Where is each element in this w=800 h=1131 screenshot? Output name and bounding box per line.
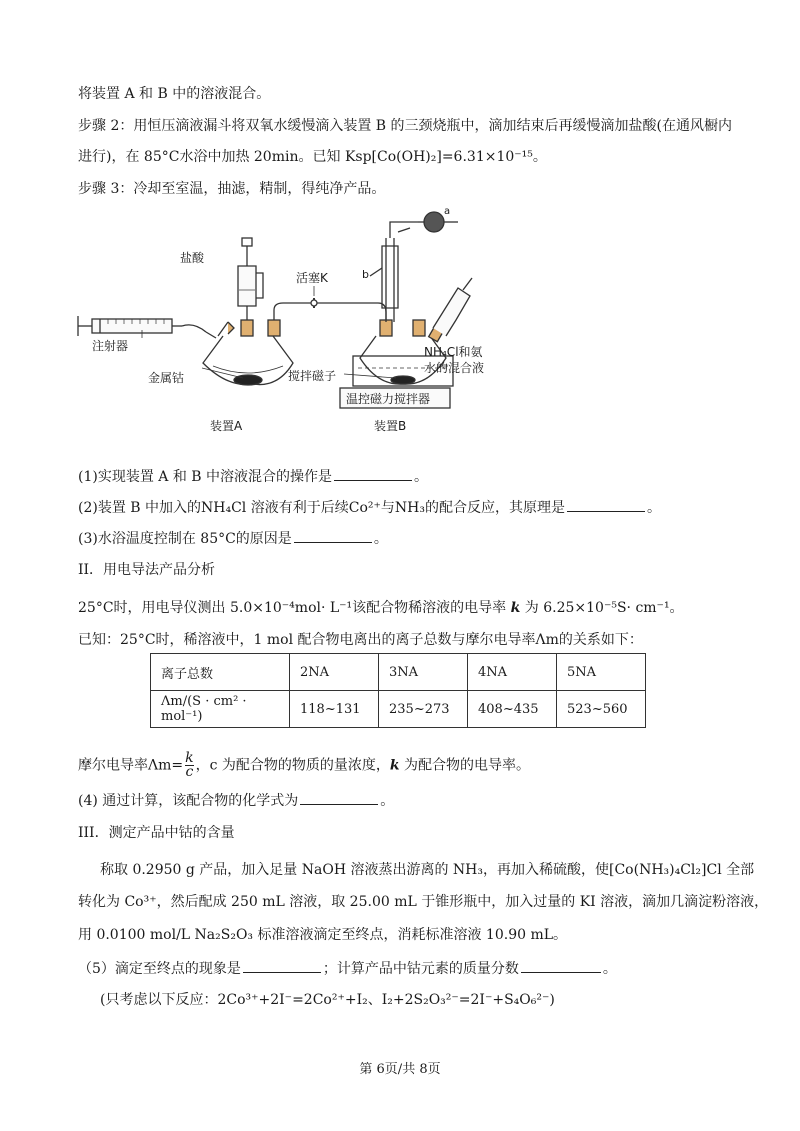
table-header-cell: 2NA [290, 654, 379, 691]
text-line-step2: 步骤 2：用恒压滴液漏斗将双氧水缓慢滴入装置 B 的三颈烧瓶中，滴加结束后再缓慢滴加盐酸(在通风橱内 [78, 118, 733, 134]
table-row2-label: Λm/(S · cm² · mol⁻¹) [151, 691, 290, 728]
formula-suffix-a: ，c 为配合物的物质的量浓度， [195, 757, 390, 774]
text-line-1: 将装置 A 和 B 中的溶液混合。 [78, 86, 271, 102]
answer-blank-5b[interactable] [521, 958, 601, 973]
answer-blank-1[interactable] [334, 466, 412, 481]
question-4-end: 。 [380, 793, 395, 809]
step2-cont-text: 进行)，在 85°C水浴中加热 20min。已知 [78, 149, 345, 165]
table-header-cell: 3NA [379, 654, 468, 691]
table-row [151, 654, 646, 691]
reaction-note: (只考虑以下反应：2Co³⁺+2I⁻=2Co²⁺+I₂、I₂+2S₂O₃²⁻=2I⁻+S₄O₆²⁻) [100, 992, 555, 1008]
question-2-end: 。 [646, 500, 661, 516]
table-value-cell: 523~560 [557, 691, 646, 728]
question-1 [78, 466, 428, 487]
molar-conductivity-formula [78, 752, 530, 779]
table-row1-label: 离子总数 [151, 654, 290, 691]
condenser-shape [370, 212, 458, 322]
formula-suffix-b: 为配合物的电导率。 [399, 757, 531, 774]
text-line-step2-cont [78, 147, 547, 167]
conductivity-table [150, 653, 646, 728]
table-value-cell: 118~131 [290, 691, 379, 728]
formula-k: k [389, 757, 400, 774]
answer-blank-5a[interactable] [243, 958, 321, 973]
question-4 [78, 790, 394, 811]
table-value-cell: 408~435 [468, 691, 557, 728]
connecting-tube-shape [274, 298, 386, 322]
label-a: a [444, 206, 451, 217]
label-stirrer: 温控磁力搅拌器 [346, 392, 431, 406]
question-2 [78, 497, 661, 518]
label-b: b [362, 268, 369, 281]
apparatus-diagram [78, 198, 485, 438]
section-3-para-2: 转化为 Co³⁺，然后配成 250 mL 溶液，取 25.00 mL 于锥形瓶中，加入过量的 KI 溶液，滴加几滴淀粉溶液， [78, 894, 769, 910]
formula-fraction [185, 752, 193, 779]
label-mixture-2: 水的混合液 [424, 361, 485, 375]
question-5 [78, 958, 617, 979]
section-2-para-2: 已知：25°C时，稀溶液中，1 mol 配合物电离出的离子总数与摩尔电导率Λm的关系如下： [78, 632, 643, 648]
formula-numerator: k [185, 750, 194, 766]
table-header-cell: 4NA [468, 654, 557, 691]
section-2-para-1 [78, 598, 684, 618]
question-3 [78, 528, 388, 549]
question-3-end: 。 [373, 531, 388, 547]
section-2-para-1b: 为 6.25×10⁻⁵S· cm⁻¹。 [520, 600, 684, 616]
section-2-para-1a: 25°C时，用电导仪测出 5.0×10⁻⁴mol· L⁻¹该配合物稀溶液的电导率 [78, 600, 511, 616]
dropping-funnel-shape [238, 238, 263, 320]
label-hcl: 盐酸 [180, 251, 205, 265]
caption-apparatus-b: 装置B [374, 419, 407, 433]
question-5-end: 。 [602, 961, 617, 977]
flask-a-shape [203, 320, 293, 385]
caption-apparatus-a: 装置A [210, 419, 243, 433]
label-mixture-1: NH₄Cl和氨 [424, 345, 483, 359]
section-2-k: k [510, 600, 521, 616]
question-1-text: (1)实现装置 A 和 B 中溶液混合的操作是 [78, 469, 333, 485]
text-line-step3: 步骤 3：冷却至室温，抽滤，精制，得纯净产品。 [78, 181, 386, 197]
section-3-heading: III．测定产品中钴的含量 [78, 825, 235, 841]
label-cobalt: 金属钴 [148, 371, 185, 385]
side-funnel-shape [433, 278, 472, 336]
label-syringe: 注射器 [92, 339, 129, 353]
formula-lambda: Λm= [148, 757, 184, 774]
section-3-para-1: 称取 0.2950 g 产品，加入足量 NaOH 溶液蒸出游离的 NH₃，再加入稀硫酸，使[Co(NH₃)₄Cl₂]Cl 全部 [100, 862, 755, 878]
label-stir-bar: 搅拌磁子 [288, 369, 337, 383]
question-2-text: (2)装置 B 中加入的NH₄Cl 溶液有利于后续Co²⁺与NH₃的配合反应，其原理是 [78, 500, 565, 516]
formula-denominator: c [185, 764, 194, 780]
question-1-end: 。 [414, 469, 429, 485]
question-3-text: (3)水浴温度控制在 85°C的原因是 [78, 531, 292, 547]
ksp-text: Ksp[Co(OH)₂]=6.31×10⁻¹⁵。 [344, 149, 547, 165]
question-5-text-a: （5）滴定至终点的现象是 [78, 961, 241, 977]
question-4-text: (4) 通过计算，该配合物的化学式为 [78, 793, 299, 809]
label-valve-k: 活塞K [296, 271, 328, 285]
question-5-text-b: ；计算产品中钴元素的质量分数 [322, 961, 519, 977]
table-header-cell: 5NA [557, 654, 646, 691]
section-3-para-3: 用 0.0100 mol/L Na₂S₂O₃ 标准溶液滴定至终点，消耗标准溶液 10.90 mL。 [78, 927, 568, 943]
table-row [151, 691, 646, 728]
section-2-heading: II．用电导法产品分析 [78, 562, 216, 578]
table-value-cell: 235~273 [379, 691, 468, 728]
formula-prefix: 摩尔电导率 [78, 757, 148, 774]
page-footer: 第 6页/共 8页 [359, 1062, 441, 1077]
answer-blank-4[interactable] [300, 790, 378, 805]
answer-blank-2[interactable] [567, 497, 645, 512]
answer-blank-3[interactable] [294, 528, 372, 543]
